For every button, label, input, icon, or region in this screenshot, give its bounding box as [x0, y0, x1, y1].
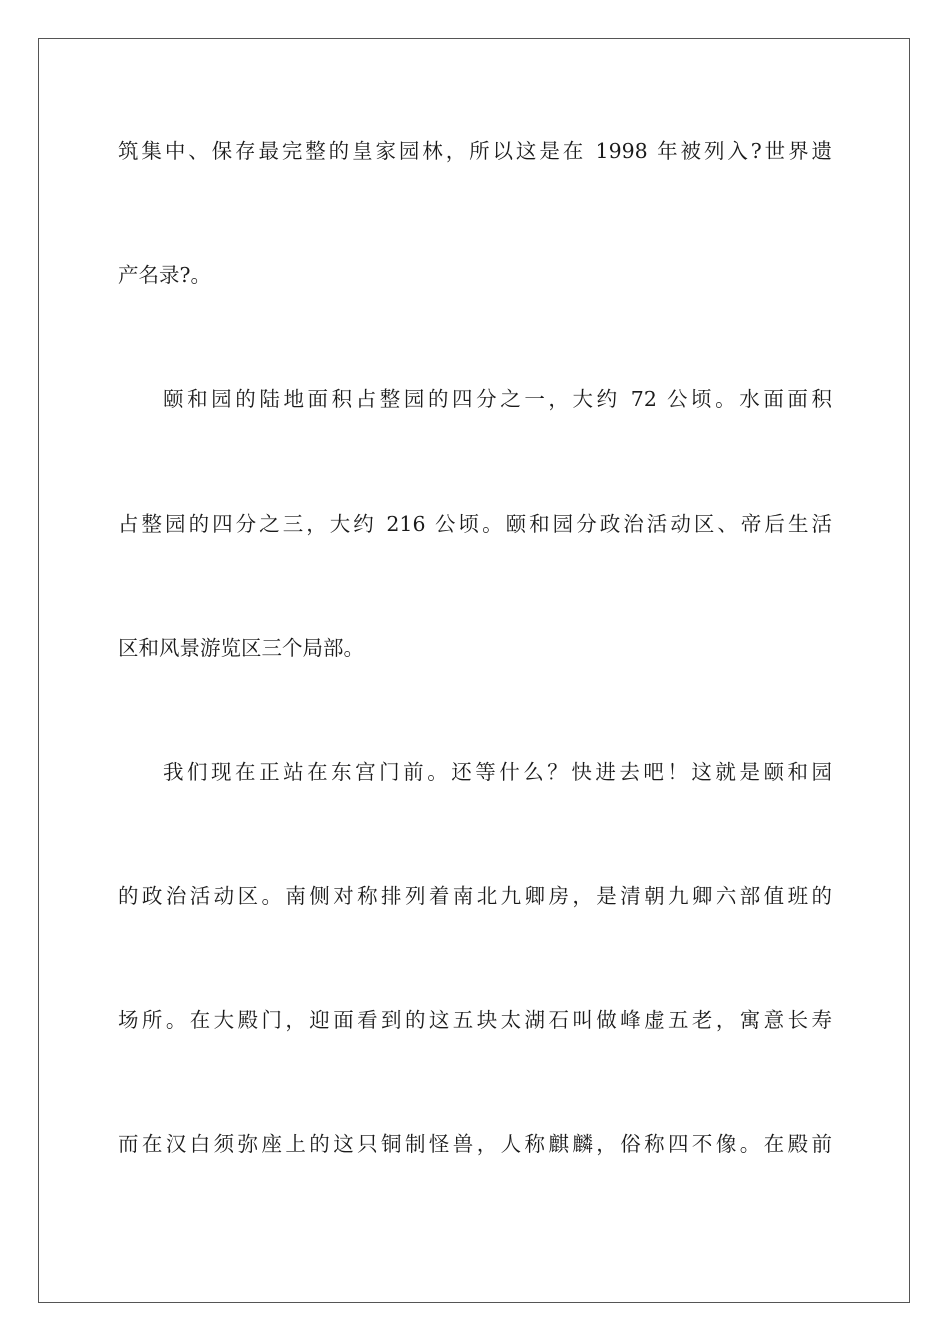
text-line-6: 我们现在正站在东宫门前。还等什么？快进去吧！这就是颐和园	[163, 760, 832, 784]
page-border	[38, 38, 910, 1303]
text-line-9: 而在汉白须弥座上的这只铜制怪兽，人称麒麟，俗称四不像。在殿前	[118, 1132, 832, 1156]
text-line-4: 占整园的四分之三，大约 216 公顷。颐和园分政治活动区、帝后生活	[118, 512, 832, 536]
text-line-7: 的政治活动区。南侧对称排列着南北九卿房，是清朝九卿六部值班的	[118, 884, 832, 908]
text-line-1: 筑集中、保存最完整的皇家园林，所以这是在 1998 年被列入?世界遗	[118, 139, 832, 163]
text-line-3: 颐和园的陆地面积占整园的四分之一，大约 72 公顷。水面面积	[163, 387, 832, 411]
text-line-2: 产名录?。	[118, 263, 211, 287]
text-line-5: 区和风景游览区三个局部。	[118, 636, 364, 660]
text-line-8: 场所。在大殿门，迎面看到的这五块太湖石叫做峰虚五老，寓意长寿	[118, 1008, 832, 1032]
